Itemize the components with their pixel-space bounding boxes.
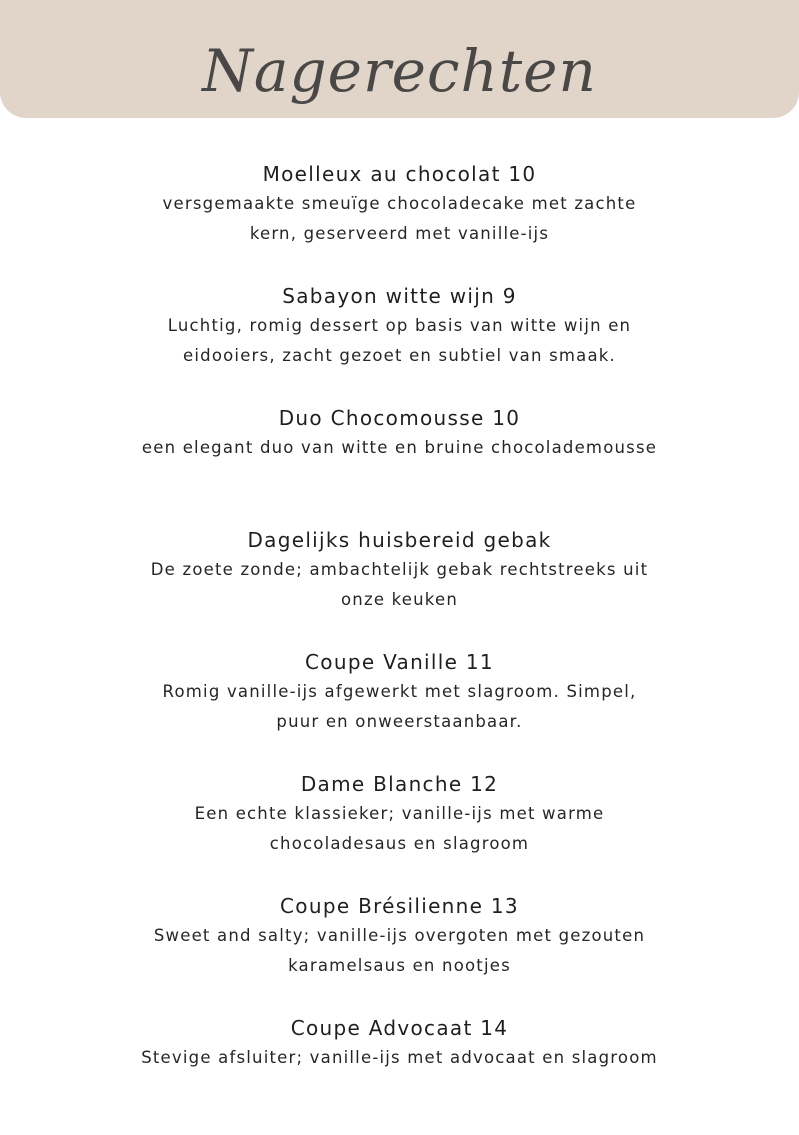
menu-item-moelleux	[140, 159, 660, 281]
menu-item-description: Een echte klassieker; vanille-ijs met warme chocoladesaus en slagroom	[194, 804, 605, 853]
menu-item-name: Moelleux au chocolat 10	[262, 162, 537, 186]
menu-item-coupe-vanille	[140, 647, 660, 769]
menu-item-description: Romig vanille-ijs afgewerkt met slagroom. Simpel, puur en onweerstaanbaar.	[162, 682, 637, 731]
dessert-menu	[0, 159, 799, 1135]
menu-item-name: Dagelijks huisbereid gebak	[247, 528, 552, 552]
menu-item-gebak	[140, 525, 660, 647]
menu-title: Nagerechten	[202, 37, 597, 105]
menu-item-sabayon	[140, 281, 660, 403]
menu-item-description: Luchtig, romig dessert op basis van witte wijn en eidooiers, zacht gezoet en subtiel van smaak.	[167, 316, 632, 365]
menu-item-duo-chocomousse	[140, 403, 660, 525]
menu-item-description: een elegant duo van witte en bruine chocolademousse	[141, 438, 658, 457]
menu-item-coupe-advocaat	[140, 1013, 660, 1135]
menu-item-description: De zoete zonde; ambachtelijk gebak rechtstreeks uit onze keuken	[150, 560, 649, 609]
menu-item-coupe-bresilienne	[140, 891, 660, 1013]
menu-item-name: Coupe Advocaat 14	[290, 1016, 509, 1040]
menu-item-name: Coupe Brésilienne 13	[280, 894, 519, 918]
menu-item-name: Sabayon witte wijn 9	[282, 284, 517, 308]
menu-item-name: Coupe Vanille 11	[305, 650, 494, 674]
menu-item-name: Dame Blanche 12	[300, 772, 499, 796]
menu-item-name: Duo Chocomousse 10	[278, 406, 521, 430]
menu-item-description: Sweet and salty; vanille-ijs overgoten met gezouten karamelsaus en nootjes	[153, 926, 646, 975]
menu-item-dame-blanche	[140, 769, 660, 891]
menu-item-description: versgemaakte smeuïge chocoladecake met zachte kern, geserveerd met vanille-ijs	[162, 194, 637, 243]
menu-item-description: Stevige afsluiter; vanille-ijs met advocaat en slagroom	[141, 1048, 658, 1067]
